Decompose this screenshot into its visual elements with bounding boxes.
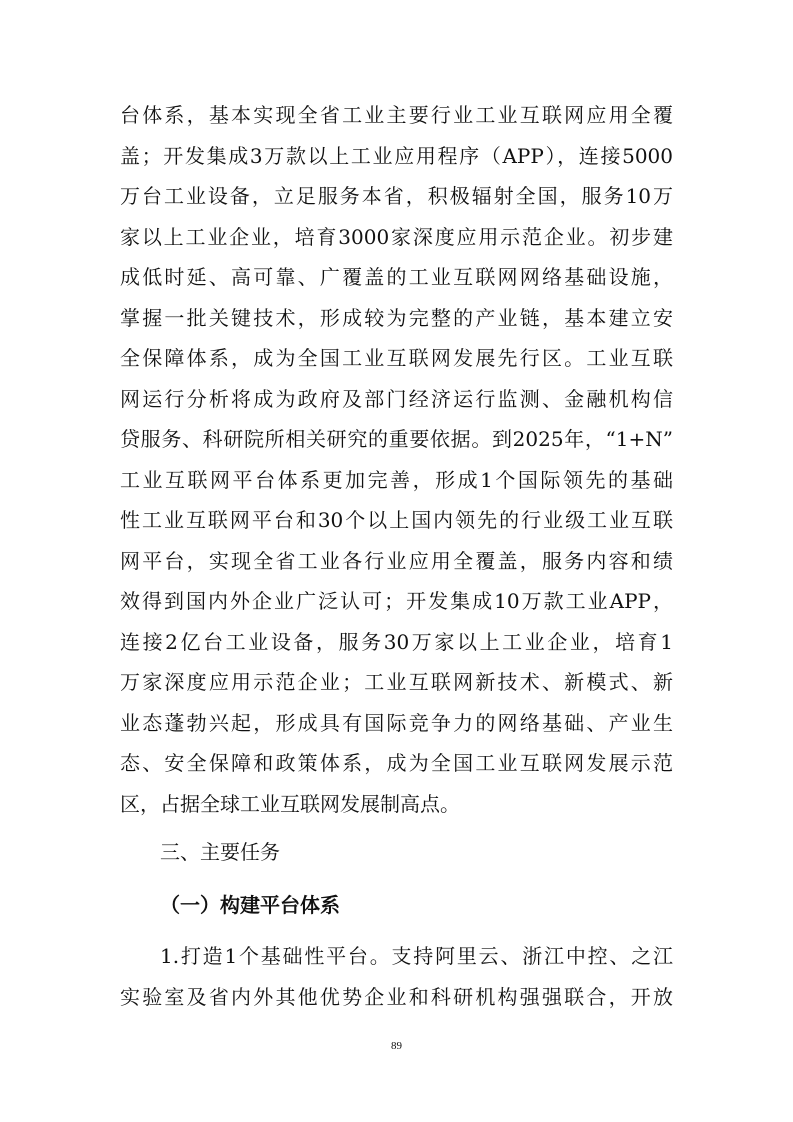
text-line: 性工业互联网平台和30个以上国内领先的行业级工业互联 xyxy=(120,508,673,532)
text-line: 业态蓬勃兴起，形成具有国际竞争力的网络基础、产业生 xyxy=(120,710,673,735)
text-line: 连接2亿台工业设备，服务30万家以上工业企业，培育1 xyxy=(120,629,673,654)
section-heading: 三、主要任务 xyxy=(160,840,280,864)
paragraph-goals xyxy=(120,95,673,824)
text-line: 实验室及省内外其他优势企业和科研机构强强联合，开放 xyxy=(120,984,673,1009)
text-line: 工业互联网平台体系更加完善，形成1个国际领先的基础 xyxy=(120,467,673,492)
text-line: 家以上工业企业，培育3000家深度应用示范企业。初步建 xyxy=(120,224,673,249)
text-line: 效得到国内外企业广泛认可；开发集成10万款工业APP， xyxy=(120,589,673,613)
text-line: 掌握一批关键技术，形成较为完整的产业链，基本建立安 xyxy=(120,305,673,330)
text-line: 1.打造1个基础性平台。支持阿里云、浙江中控、之江 xyxy=(160,944,673,968)
text-line: 盖；开发集成3万款以上工业应用程序（APP），连接5000 xyxy=(120,143,673,168)
text-line: 台体系，基本实现全省工业主要行业工业互联网应用全覆 xyxy=(120,103,673,127)
text-line: 网平台，实现全省工业各行业应用全覆盖，服务内容和绩 xyxy=(120,548,673,573)
text-line: 全保障体系，成为全国工业互联网发展先行区。工业互联 xyxy=(120,346,673,370)
text-line: 万家深度应用示范企业；工业互联网新技术、新模式、新 xyxy=(120,670,673,694)
text-line: 区，占据全球工业互联网发展制高点。 xyxy=(120,791,460,816)
text-line: 万台工业设备，立足服务本省，积极辐射全国，服务10万 xyxy=(120,184,673,208)
page-number: 89 xyxy=(391,1040,402,1052)
subsection-heading: （一）构建平台体系 xyxy=(160,893,340,917)
paragraph-platform xyxy=(120,936,673,1017)
text-line: 网运行分析将成为政府及部门经济运行监测、金融机构信 xyxy=(120,386,673,411)
text-line: 成低时延、高可靠、广覆盖的工业互联网网络基础设施， xyxy=(120,265,673,289)
text-line: 贷服务、科研院所相关研究的重要依据。到2025年，“1+N” xyxy=(120,427,673,451)
text-line: 态、安全保障和政策体系，成为全国工业互联网发展示范 xyxy=(120,751,673,775)
